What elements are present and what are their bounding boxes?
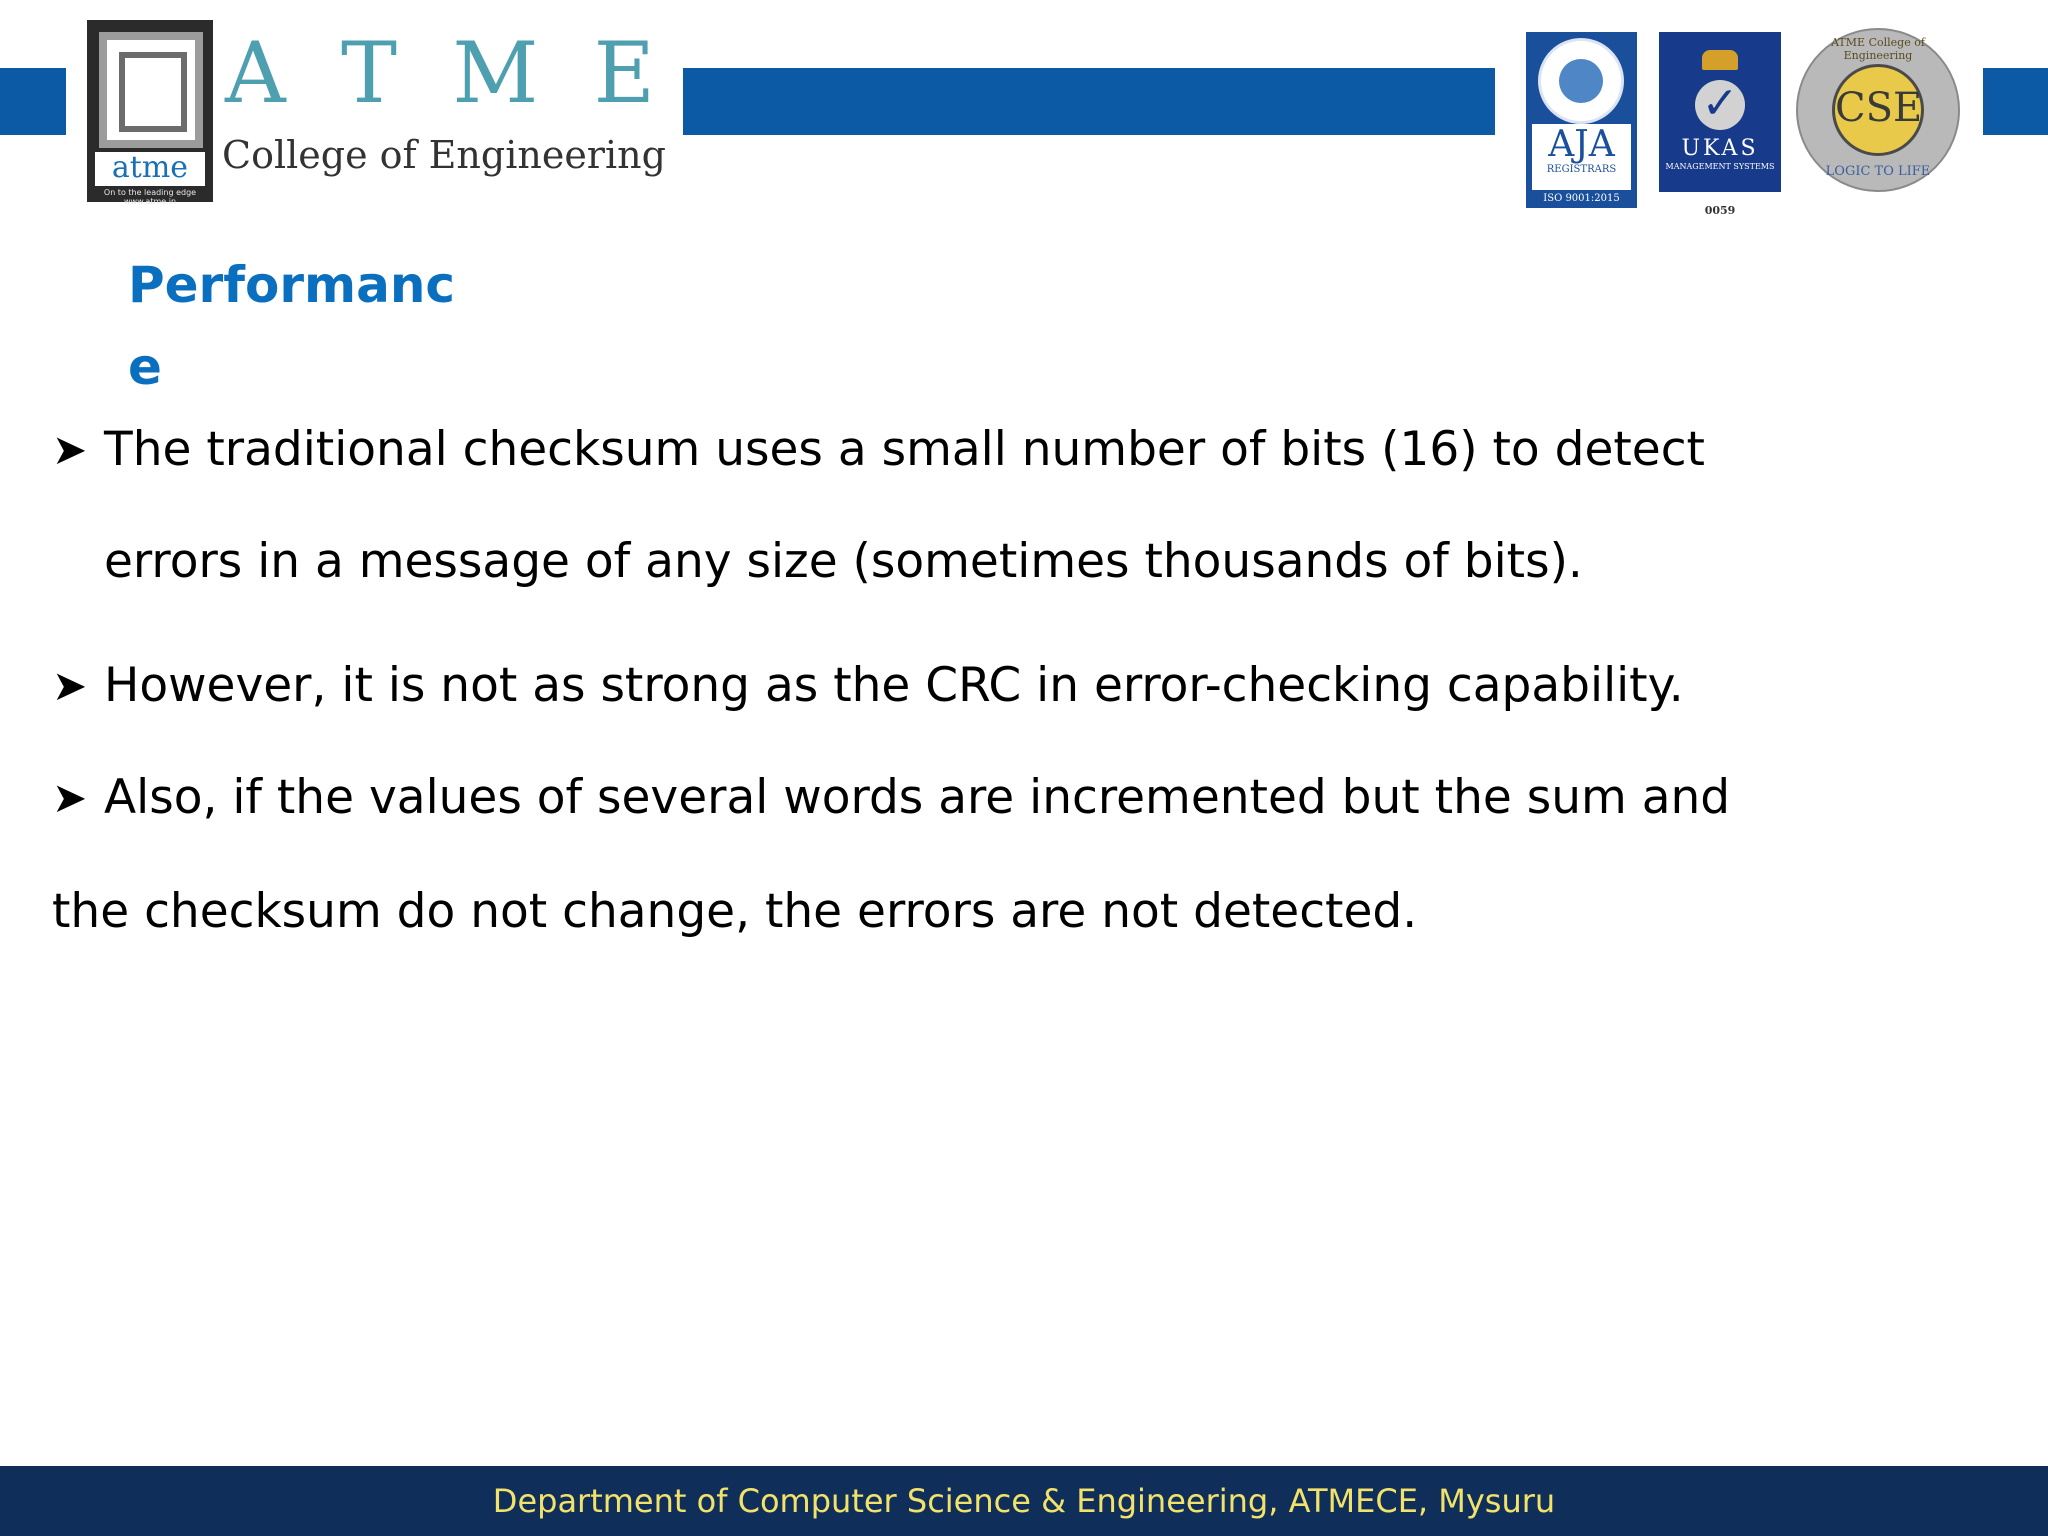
header-band-middle [683, 68, 1495, 135]
bullet-line: However, it is not as strong as the CRC in error-checking capability. [104, 658, 1684, 713]
bullet-line: The traditional checksum uses a small number of bits (16) to detect [104, 422, 1705, 477]
aja-iso-label: ISO 9001:2015 [1543, 193, 1620, 204]
cse-seal-top-text: ATME College of Engineering [1831, 36, 1925, 62]
ukas-subtitle: MANAGEMENT SYSTEMS [1665, 162, 1775, 171]
footer-text: Department of Computer Science & Engineering, ATMECE, Mysuru [492, 1482, 1556, 1520]
brand-letter: E [593, 24, 655, 122]
atme-logo [87, 20, 213, 206]
brand-letter: M [452, 24, 539, 122]
arrow-bullet-icon: ➤ [52, 425, 88, 474]
crown-icon [1702, 50, 1738, 70]
footer-bar [0, 1466, 2048, 1536]
brand-subtitle: College of Engineering [222, 133, 666, 177]
header-band-left [0, 68, 66, 135]
bullet-text [104, 742, 1730, 854]
globe-icon [1538, 38, 1624, 124]
atme-logo-word: atme [95, 152, 205, 186]
aja-name: AJA [1548, 124, 1615, 165]
bullet-line: Also, if the values of several words are incremented but the sum and [104, 770, 1731, 825]
checkmark-icon [1695, 80, 1745, 130]
brand-letter: T [340, 24, 398, 122]
cse-seal-center [1832, 64, 1924, 156]
brand-letter: A [225, 24, 286, 122]
bullet-text [104, 394, 1705, 618]
arrow-bullet-icon: ➤ [52, 661, 88, 710]
atme-logo-tagline: On to the leading edge www.atme.in [103, 188, 197, 206]
ukas-certification-badge [1659, 32, 1781, 192]
cse-seal-name: CSE [1835, 85, 1923, 131]
aja-certification-badge [1526, 32, 1637, 208]
aja-label-panel [1532, 124, 1631, 190]
brand-letters [225, 24, 655, 122]
slide-title: Performance [128, 256, 456, 396]
bullet-continuation-line: the checksum do not change, the errors are not detected. [52, 884, 1418, 939]
header-band-right [1983, 68, 2048, 135]
atme-logo-emblem [99, 32, 203, 148]
cse-seal-motto: LOGIC TO LIFE [1825, 164, 1931, 179]
ukas-name: UKAS [1681, 136, 1759, 161]
cse-department-seal [1796, 28, 1960, 192]
bullet-text [104, 630, 1684, 742]
bullet-line: errors in a message of any size (sometimes thousands of bits). [104, 534, 1583, 589]
aja-registrars: REGISTRARS [1546, 164, 1617, 175]
arrow-bullet-icon: ➤ [52, 773, 88, 822]
ukas-number: 0059 [1704, 204, 1736, 217]
